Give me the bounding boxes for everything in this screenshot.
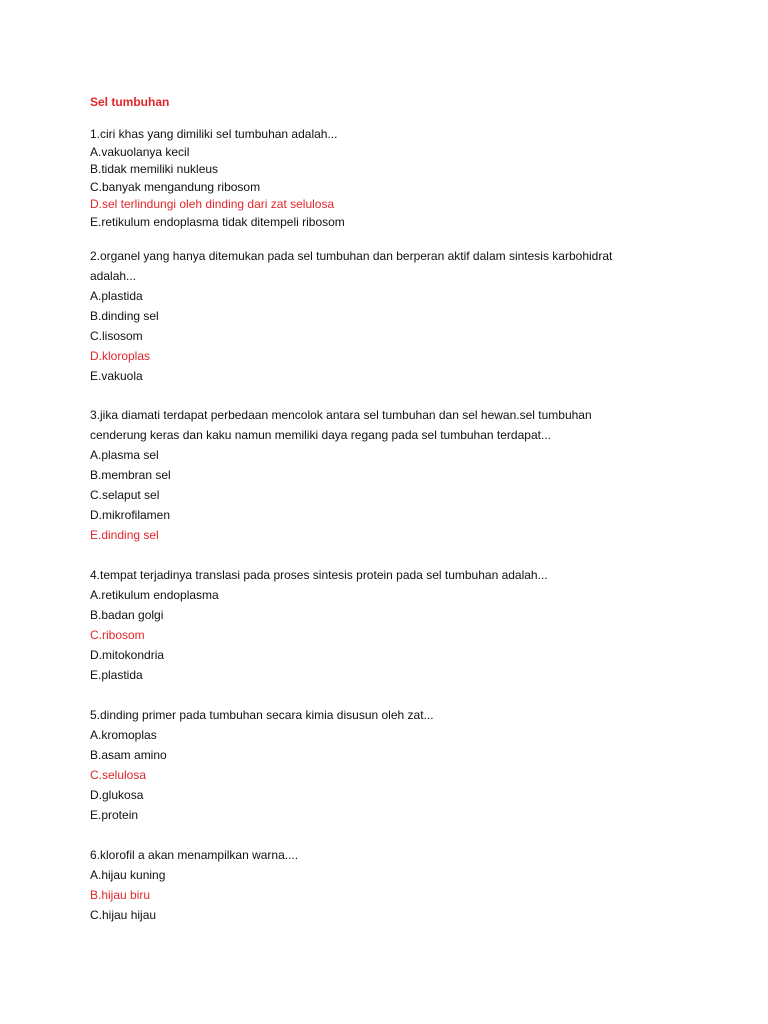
answer-option: D.mitokondria (90, 648, 165, 662)
question-text: 4.tempat terjadinya translasi pada proses sintesis protein pada sel tumbuhan adalah... (90, 568, 548, 582)
answer-option: C.selaput sel (90, 488, 160, 502)
answer-option: E.vakuola (90, 369, 143, 383)
correct-answer-option: C.ribosom (90, 628, 145, 642)
correct-answer-option: B.hijau biru (90, 888, 151, 902)
question-text: 3.jika diamati terdapat perbedaan mencolok antara sel tumbuhan dan sel hewan.sel tumbuhan (90, 408, 592, 422)
answer-option: A.retikulum endoplasma (90, 588, 219, 602)
answer-option: D.mikrofilamen (90, 508, 171, 522)
answer-option: D.glukosa (90, 788, 144, 802)
answer-option: E.retikulum endoplasma tidak ditempeli ribosom (90, 214, 345, 229)
answer-option: E.protein (90, 808, 139, 822)
answer-option: C.hijau hijau (90, 908, 157, 922)
answer-option: B.tidak memiliki nukleus (90, 162, 219, 176)
answer-option: B.asam amino (90, 748, 167, 762)
question-text: 5.dinding primer pada tumbuhan secara kimia disusun oleh zat... (90, 708, 434, 722)
question-text: adalah... (90, 269, 137, 283)
correct-answer-option: C.selulosa (90, 768, 147, 782)
correct-answer-option: D.kloroplas (90, 349, 151, 363)
answer-option: B.membran sel (90, 468, 171, 482)
answer-option: A.vakuolanya kecil (90, 144, 190, 159)
answer-option: A.plasma sel (90, 448, 159, 462)
answer-option: A.plastida (90, 289, 143, 303)
question-text: 1.ciri khas yang dimiliki sel tumbuhan adalah... (90, 127, 338, 141)
document-title: Sel tumbuhan (90, 95, 170, 109)
answer-option: A.hijau kuning (90, 868, 166, 882)
correct-answer-option: D.sel terlindungi oleh dinding dari zat selulosa (90, 197, 335, 211)
answer-option: B.dinding sel (90, 309, 159, 323)
question-text: 2.organel yang hanya ditemukan pada sel tumbuhan dan berperan aktif dalam sintesis karbohidrat (90, 249, 613, 263)
question-text: cenderung keras dan kaku namun memiliki daya regang pada sel tumbuhan terdapat... (90, 428, 551, 442)
answer-option: E.plastida (90, 668, 143, 682)
answer-option: C.lisosom (90, 329, 143, 343)
question-text: 6.klorofil a akan menampilkan warna.... (90, 848, 299, 862)
answer-option: A.kromoplas (90, 728, 157, 742)
answer-option: C.banyak mengandung ribosom (90, 179, 261, 194)
correct-answer-option: E.dinding sel (90, 528, 159, 542)
answer-option: B.badan golgi (90, 608, 164, 622)
